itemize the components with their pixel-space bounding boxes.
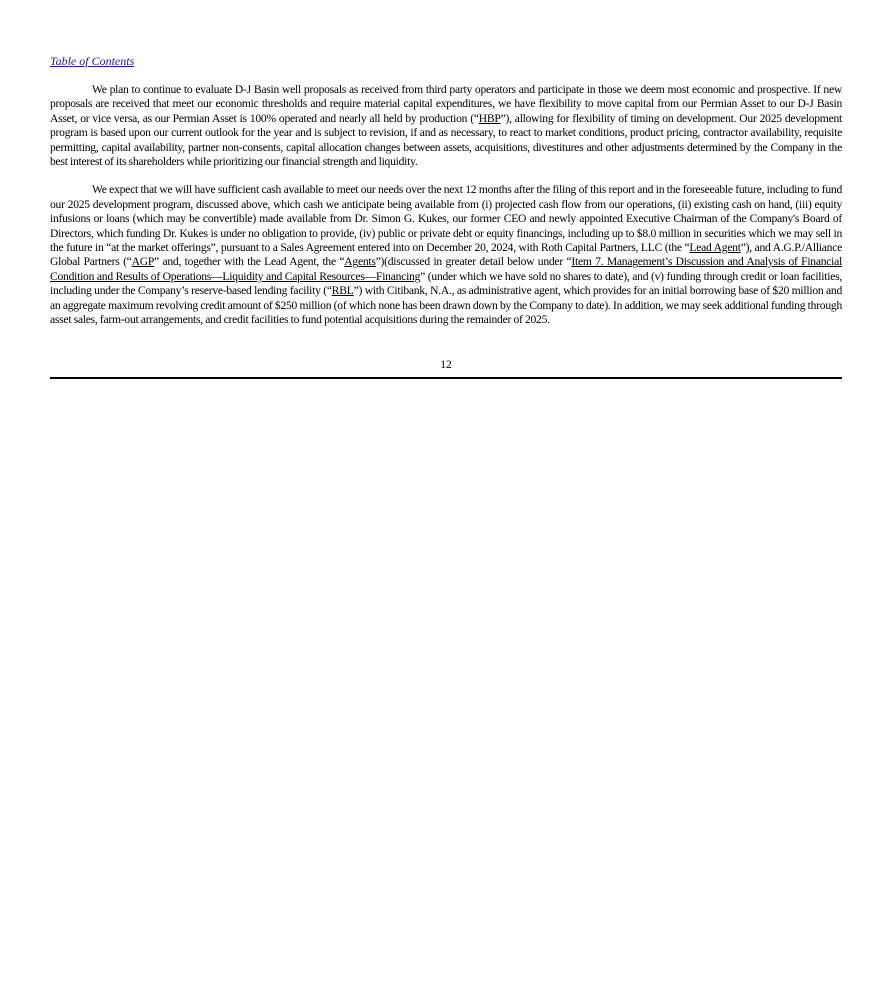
paragraph-text: ”), and A.G.P./Alliance Global Partners (“ xyxy=(50,241,843,269)
paragraph-liquidity-outlook xyxy=(50,183,842,327)
defined-term-agents: Agents xyxy=(344,255,376,269)
paragraph-text: We expect that we will have sufficient cash available to meet our needs over the next 12 months after the filing of this report and in the foreseeable future, including to fund our 2025 development program, discussed above, which cash we anticipate being available from (i) projected cash flow from our operations, (ii) existing cash on hand, (iii) equity infusions or loans (which may be convertible) made available from Dr. Simon G. Kukes, our former CEO and newly appointed Executive Chairman of the Company's Board of Directors, which funding Dr. Kukes is under no obligation to provide, (iv) public or private debt or equity financings, including up to $8.0 million in securities which we may sell in the future in “at the market offerings”, pursuant to a Sales Agreement entered into on December 20, 2024, with Roth Capital Partners, LLC (the “ xyxy=(50,183,842,255)
defined-term-hbp: HBP xyxy=(478,111,501,125)
table-of-contents-link[interactable]: Table of Contents xyxy=(50,54,135,68)
defined-term-agp: AGP xyxy=(131,255,155,269)
paragraph-text: ” and, together with the Lead Agent, the “ xyxy=(154,255,345,269)
paragraph-text: ”)(discussed in greater detail below under “ xyxy=(375,255,572,269)
page-divider-rule xyxy=(50,377,842,379)
defined-term-lead-agent: Lead Agent xyxy=(689,241,741,255)
paragraph-text: ”), allowing for flexibility of timing on development. Our 2025 development program is based upon our current outlook for the year and is subject to revision, if and as necessary, to react to market conditions, product pricing, contractor availability, requisite permitting, capital availability, partner non-consents, capital allocation changes between assets, acquisitions, divestitures and other adjustments determined by the Company in the best interest of its shareholders while prioritizing our financial strength and liquidity. xyxy=(50,111,842,169)
paragraph-dj-basin-proposals xyxy=(50,83,842,169)
page-number: 12 xyxy=(440,357,452,371)
defined-term-rbl: RBL xyxy=(331,284,354,298)
document-page xyxy=(50,52,842,379)
paragraph-text: ” (under which we have sold no shares to date), and (v) funding through credit or loan facilities, including under the Company’s reserve-based lending facility (“ xyxy=(50,269,843,298)
paragraph-text: ”) with Citibank, N.A., as administrative agent, which provides for an initial borrowing base of $20 million and an aggregate maximum revolving credit amount of $250 million (of which none has been drawn down by the Company to date). In addition, we may seek additional funding through asset sales, farm-out arrangements, and credit facilities to fund potential acquisitions during the remainder of 2025. xyxy=(50,284,843,327)
paragraph-text: We plan to continue to evaluate D-J Basin well proposals as received from third party operators and participate in those we deem most economic and prospective. If new proposals are received that meet our economic thresholds and require material capital expenditures, we have flexibility to move capital from our Permian Asset to our D-J Basin Asset, or vice versa, as our Permian Asset is 100% operated and nearly all held by production (“ xyxy=(50,83,842,125)
cross-reference-item-7: Item 7. Management’s Discussion and Analysis of Financial Condition and Results of Operations—Liquidity and Capital Resources—Financing xyxy=(50,255,843,283)
